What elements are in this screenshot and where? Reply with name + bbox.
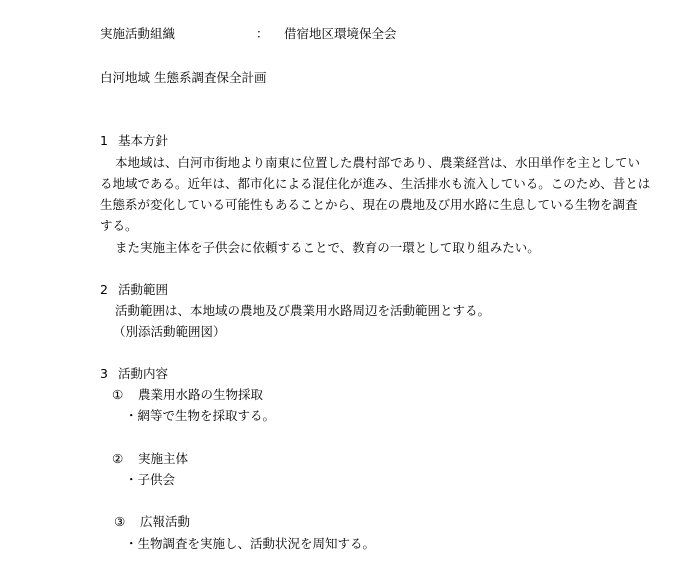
- section-3-number: 3: [100, 366, 108, 381]
- section-2-heading: [100, 282, 168, 298]
- activity-item-2-mark: ②: [112, 451, 124, 466]
- section-3-heading: [100, 366, 168, 382]
- activity-item-1-detail: ・網等で生物を採取する。: [125, 408, 276, 423]
- activity-item-1: [112, 387, 263, 403]
- org-label: 実施活動組織: [100, 26, 176, 41]
- activity-item-3-title: 広報活動: [139, 514, 190, 529]
- activity-item-1-title: 農業用水路の生物採取: [137, 387, 263, 402]
- section-1-line-1: 本地域は、白河市街地より南東に位置した農村部であり、農業経営は、水田単作を主としてい: [115, 155, 641, 170]
- section-1-heading: [100, 133, 168, 149]
- section-2-line-2: （別添活動範囲図）: [113, 324, 226, 339]
- activity-item-2-title: 実施主体: [137, 451, 188, 466]
- plan-title: 白河地域 生態系調査保全計画: [100, 70, 267, 85]
- section-2-title: 活動範囲: [117, 282, 168, 297]
- section-2-number: 2: [100, 282, 108, 297]
- activity-item-3-detail: ・生物調査を実施し、活動状況を周知する。: [125, 536, 376, 551]
- org-separator: ：: [256, 26, 269, 41]
- section-1-line-3: 生態系が変化している可能性もあることから、現在の農地及び用水路に生息している生物を調査: [100, 197, 638, 212]
- activity-item-2-detail: ・子供会: [125, 472, 176, 487]
- section-1-line-5: また実施主体を子供会に依頼することで、教育の一環として取り組みたい。: [115, 240, 540, 255]
- activity-item-1-mark: ①: [112, 387, 124, 402]
- section-3-title: 活動内容: [117, 366, 168, 381]
- activity-item-2: [112, 451, 188, 467]
- org-name: 借宿地区環境保全会: [284, 26, 397, 41]
- activity-item-3: [114, 514, 190, 530]
- section-1-line-4: する。: [100, 218, 138, 233]
- section-1-line-2: る地域である。近年は、都市化による混住化が進み、生活排水も流入している。このため、昔とは: [100, 176, 651, 191]
- section-1-number: 1: [100, 133, 108, 148]
- activity-item-3-mark: ③: [114, 514, 126, 529]
- section-1-title: 基本方針: [117, 133, 168, 148]
- section-2-line-1: 活動範囲は、本地域の農地及び農業用水路周辺を活動範囲とする。: [115, 303, 491, 318]
